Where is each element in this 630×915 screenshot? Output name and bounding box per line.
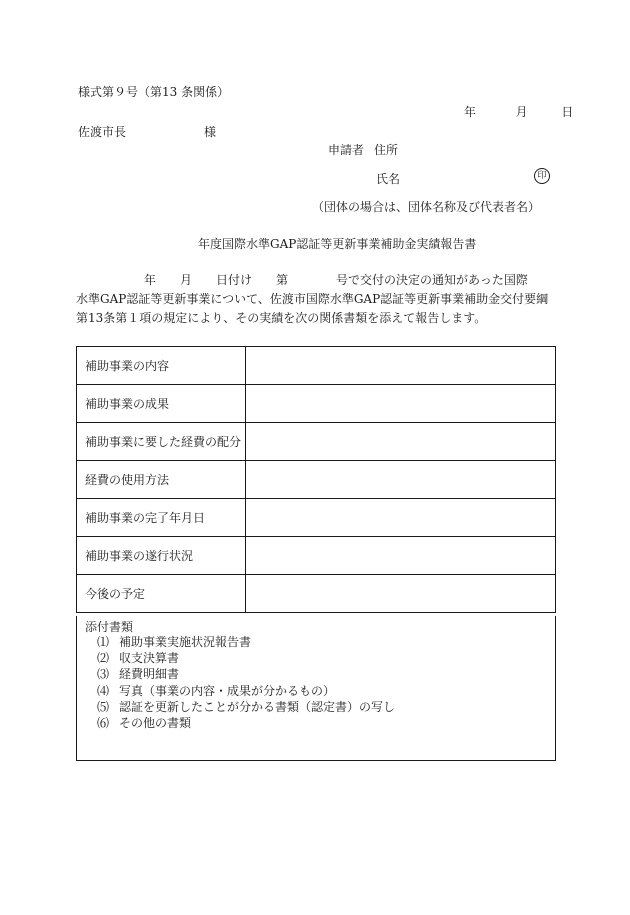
report-table: [76, 346, 556, 613]
row-label: 補助事業に要した経費の配分: [77, 423, 246, 461]
table-row: [77, 575, 556, 613]
row-value-cell[interactable]: [246, 461, 556, 499]
list-item: [97, 683, 395, 699]
applicant-address-row: [328, 141, 398, 158]
list-item: [97, 634, 395, 650]
row-label: 補助事業の内容: [77, 347, 246, 385]
item-number: ⑸: [97, 699, 110, 714]
table-row: [77, 461, 556, 499]
attachments-box: [76, 616, 556, 761]
date-day-label: 日: [561, 105, 574, 119]
row-label: 補助事業の成果: [77, 385, 246, 423]
document-title: 年度国際水準GAP認証等更新事業補助金実績報告書: [198, 237, 477, 251]
date-line: [464, 103, 573, 120]
table-row: [77, 499, 556, 537]
date-year-label: 年: [464, 105, 477, 119]
item-number: ⑷: [97, 683, 110, 698]
list-item: [97, 666, 395, 682]
address-label: 住所: [374, 143, 399, 157]
row-value-cell[interactable]: [246, 423, 556, 461]
item-text: その他の書類: [119, 716, 192, 731]
row-label: 補助事業の完了年月日: [77, 499, 246, 537]
attachments-list: [97, 634, 395, 731]
item-text: 写真（事業の内容・成果が分かるもの）: [119, 683, 336, 698]
form-number: 様式第９号（第13 条関係）: [78, 85, 230, 99]
intro-paragraph: [76, 271, 556, 328]
list-item: [97, 699, 395, 715]
list-item: [97, 650, 395, 666]
item-number: ⑶: [97, 667, 110, 682]
item-text: 収支決算書: [119, 651, 180, 666]
item-number: ⑹: [97, 716, 110, 731]
item-text: 経費明細書: [119, 667, 180, 682]
addressee: [78, 123, 216, 140]
intro-line-3: 第13条第１項の規定により、その実績を次の関係書類を添えて報告します。: [76, 311, 487, 325]
item-text: 補助事業実施状況報告書: [119, 635, 252, 649]
row-value-cell[interactable]: [246, 347, 556, 385]
row-value-cell[interactable]: [246, 499, 556, 537]
intro-line-1: 年 月 日付け 第 号で交付の決定の通知があった国際: [144, 273, 528, 287]
attachments-title: 添付書類: [85, 620, 134, 634]
seal-mark: 印: [534, 168, 550, 184]
applicant-name-label: 氏名: [376, 172, 401, 186]
table-row: [77, 385, 556, 423]
addressee-name: 佐渡市長: [78, 125, 127, 139]
table-row: [77, 423, 556, 461]
row-value-cell[interactable]: [246, 385, 556, 423]
table-row: [77, 537, 556, 575]
list-item: [97, 715, 395, 731]
row-value-cell[interactable]: [246, 537, 556, 575]
row-label: 経費の使用方法: [77, 461, 246, 499]
item-number: ⑵: [97, 651, 110, 666]
row-label: 今後の予定: [77, 575, 246, 613]
applicant-label: 申請者: [328, 143, 365, 157]
addressee-honorific: 様: [204, 125, 217, 139]
item-text: 認証を更新したことが分かる書類（認定書）の写し: [119, 699, 396, 714]
item-number: ⑴: [97, 635, 110, 649]
date-month-label: 月: [515, 105, 528, 119]
intro-line-2: 水準GAP認証等更新事業について、佐渡市国際水準GAP認証等更新事業補助金交付要綱: [76, 292, 549, 306]
row-label: 補助事業の遂行状況: [77, 537, 246, 575]
row-value-cell[interactable]: [246, 575, 556, 613]
group-note: （団体の場合は、団体名称及び代表者名）: [312, 200, 541, 214]
table-row: [77, 347, 556, 385]
